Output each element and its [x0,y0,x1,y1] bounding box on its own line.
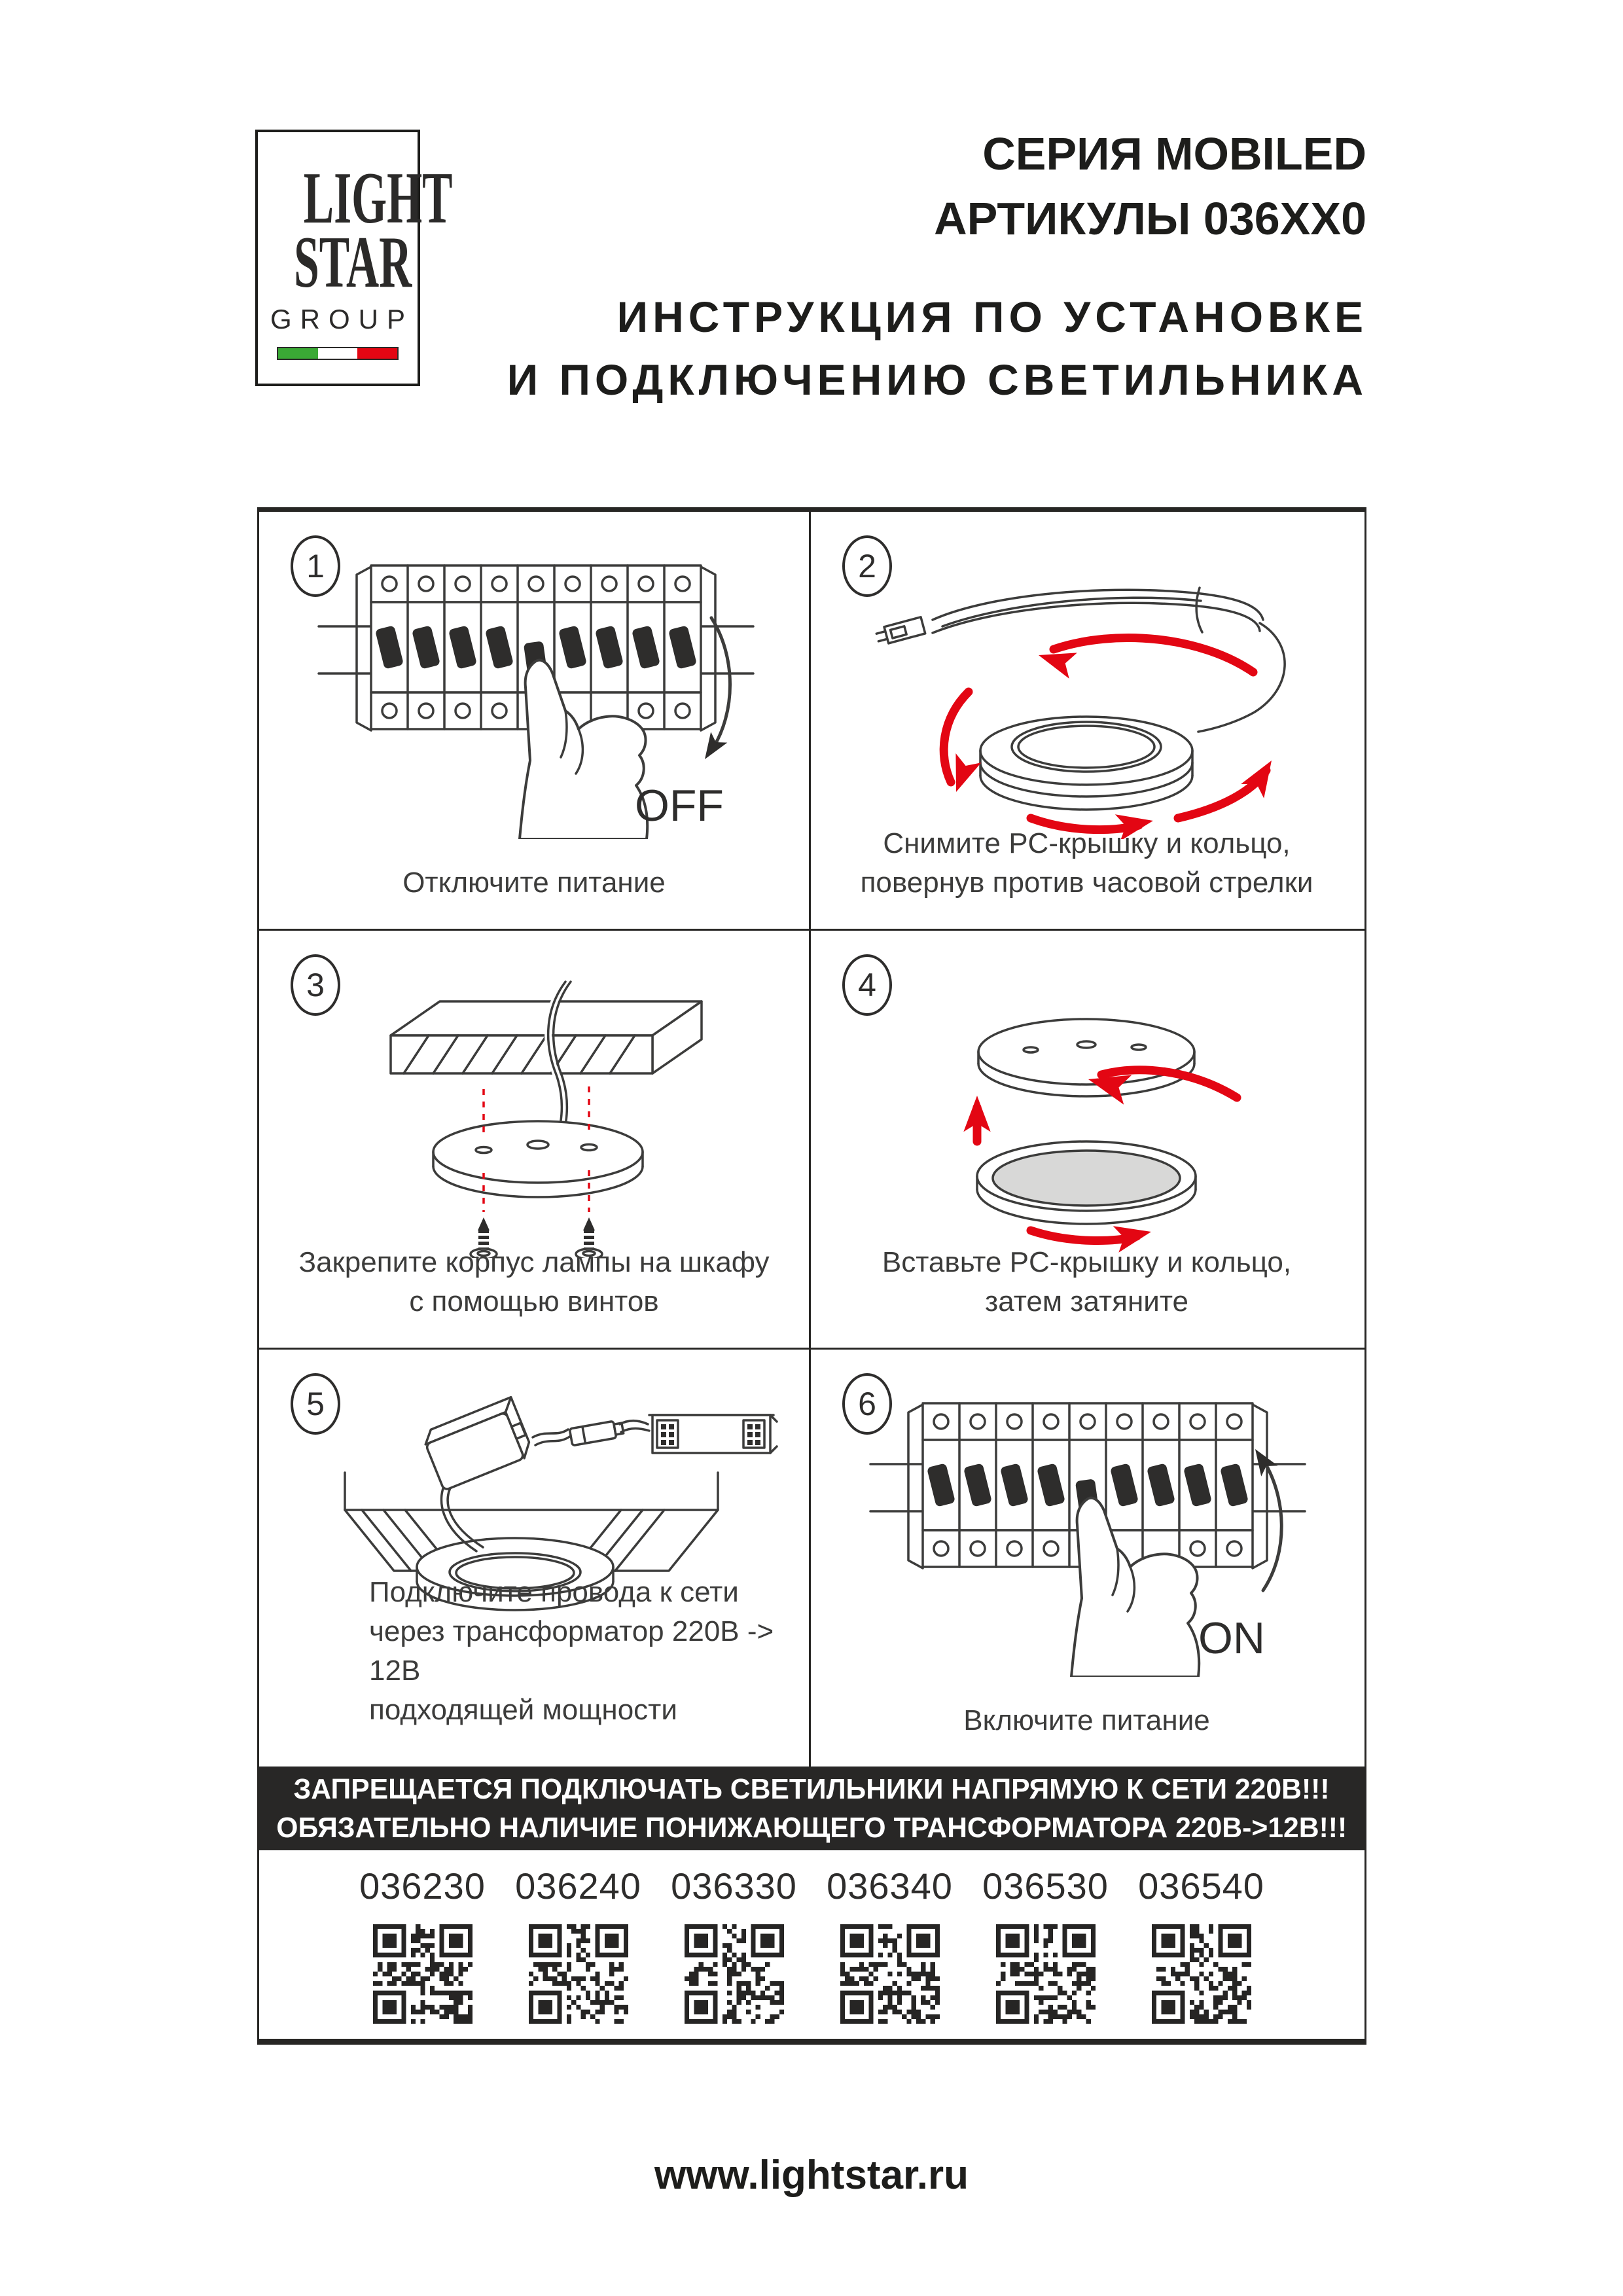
lamp-body-icon [433,1121,643,1197]
qr-code [840,1924,940,2024]
article-number: 036240 [515,1865,641,1907]
article-qr-section [259,1850,1364,2039]
cover-and-ring-illustration [834,977,1338,1258]
qr-code [529,1924,628,2024]
step-1-number-badge: 1 [291,535,340,597]
article-column [656,1865,812,2039]
article-number: 036540 [1138,1865,1264,1907]
breaker-panel-off-illustration [283,558,787,839]
step-1-cell [259,512,811,929]
article-column [501,1865,656,2039]
step-6-number-badge: 6 [842,1373,892,1435]
lamp-cover-icon [978,1019,1194,1096]
step-4-cell [811,931,1363,1348]
title-line2: И ПОДКЛЮЧЕНИЮ СВЕТИЛЬНИКА [507,355,1368,404]
step-3-caption: Закрепите корпус лампы на шкафу с помощью винтов [298,1246,770,1318]
step-5-cell [259,1350,811,1767]
power-off-label: OFF [635,781,724,831]
breaker-panel-on-illustration [834,1395,1338,1677]
twisted-pair-wire-icon [533,1429,571,1445]
qr-code [685,1924,784,2024]
series-line1: СЕРИЯ MOBILED [982,128,1366,179]
power-on-label: ON [1198,1613,1265,1663]
website-url: www.lightstar.ru [654,2153,969,2198]
warning-line2: ОБЯЗАТЕЛЬНО НАЛИЧИЕ ПОНИЖАЮЩЕГО ТРАНСФОРМАТОРА 220В->12В!!! [276,1812,1347,1844]
article-number: 036230 [359,1865,486,1907]
warning-banner [259,1767,1364,1850]
ring-with-diffuser-icon [977,1141,1196,1224]
lightstar-logo [255,130,453,386]
logo-word-light: LIGHT [303,158,453,239]
step-5-number-badge: 5 [291,1373,340,1435]
qr-code [996,1924,1096,2024]
series-title [934,122,1366,251]
puck-light-icon [980,717,1192,810]
step-3-cell [259,931,811,1348]
warning-line1: ЗАПРЕЩАЕТСЯ ПОДКЛЮЧАТЬ СВЕТИЛЬНИКИ НАПРЯМУЮ К СЕТИ 220В!!! [293,1773,1330,1805]
terminal-block-icon [620,1415,777,1453]
step-6-caption: Включите питание [963,1704,1210,1736]
step-1-caption: Отключите питание [402,867,666,899]
logo-word-star: STAR [294,222,412,303]
article-column [1124,1865,1279,2039]
article-column [812,1865,968,2039]
article-column [345,1865,501,2039]
logo-word-group: GROUP [270,304,414,334]
step-4-caption: Вставьте PC-крышку и кольцо, затем затяните [882,1246,1292,1318]
mount-to-cabinet-illustration [283,977,787,1258]
transformer-icon [421,1397,534,1491]
title-line1: ИНСТРУКЦИЯ ПО УСТАНОВКЕ [616,293,1368,341]
article-column [968,1865,1124,2039]
article-number: 036530 [982,1865,1109,1907]
puck-light-rotate-illustration [834,558,1338,839]
article-number: 036340 [827,1865,953,1907]
step-6-cell [811,1350,1363,1767]
step-2-number-badge: 2 [842,535,892,597]
step-5-caption: Подключите провода к сети через трансформатор 220В -> 12В подходящей мощности [369,1576,774,1726]
qr-code [373,1924,473,2024]
step-2-cell [811,512,1363,929]
italy-flag-icon [277,347,399,360]
series-line2: АРТИКУЛЫ 036XX0 [934,193,1366,244]
plug-connector-icon [569,1420,624,1445]
instruction-grid [257,507,1366,2045]
step-4-number-badge: 4 [842,954,892,1016]
article-number: 036330 [671,1865,797,1907]
step-3-number-badge: 3 [291,954,340,1016]
qr-code [1152,1924,1251,2024]
page-title [507,285,1368,411]
step-2-caption: Снимите PC-крышку и кольцо, повернув против часовой стрелки [860,827,1313,899]
